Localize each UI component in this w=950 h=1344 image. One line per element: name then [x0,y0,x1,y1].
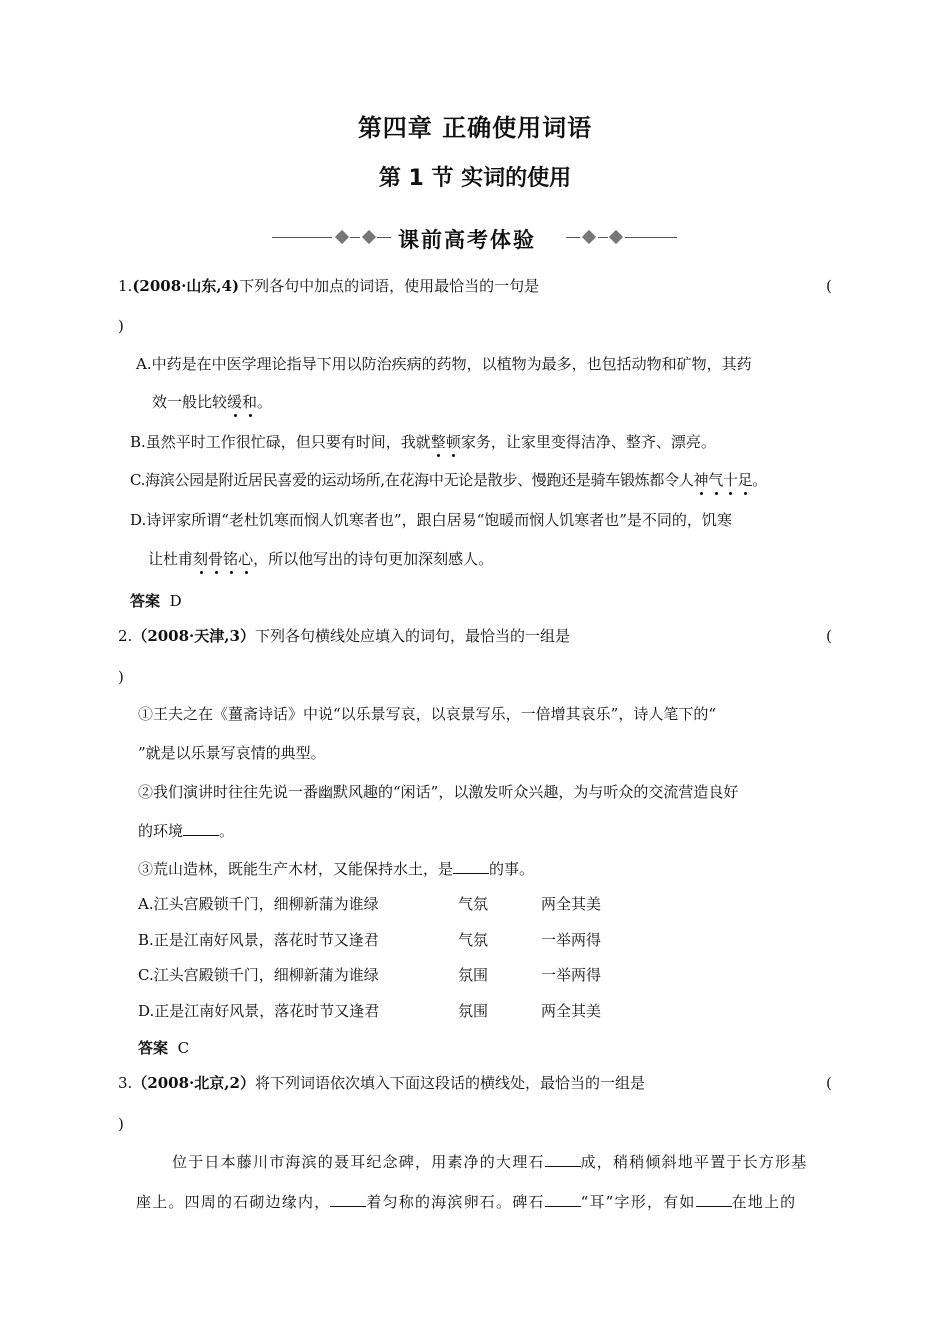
q3-source: （2008·北京,2） [132,1074,255,1092]
banner-right-diamond [582,230,596,244]
banner-left-diamond-2 [362,230,376,244]
q2-paren-close: ) [118,668,124,686]
banner-left-diamond [335,230,349,244]
q1-a-text: 效一般比较 [152,393,228,411]
q2-answer [138,1038,189,1058]
q3-blank [545,1192,581,1207]
q2-option-text: B.正是江南好风景，落花时节又逢君 [138,931,379,949]
q3-blank [545,1152,581,1167]
q1-stem-line [118,276,539,296]
q1-option-d-line2 [148,549,493,569]
q2-source: （2008·天津,3） [132,627,255,645]
q1-answer-label: 答案 [130,592,161,610]
q3-number: 3. [118,1074,133,1092]
q1-answer [130,591,182,611]
q3-passage-text: 在地上的 [731,1193,797,1211]
q2-option-text: C.江头宫殿锁千门，细柳新蒲为谁绿 [138,966,379,984]
q2-answer-label: 答案 [138,1039,169,1057]
q2-option-text: A.江头宫殿锁千门，细柳新蒲为谁绿 [138,895,379,913]
q1-option-c [130,470,767,490]
q1-answer-value: D [169,592,182,610]
q2-sentence-2-line2 [138,821,234,841]
q2-s3-text: ③荒山造林，既能生产木材，又能保持水土，是 [138,860,454,878]
q1-d-text: 让杜甫 [148,550,194,568]
q2-option-text: D.正是江南好风景，落花时节又逢君 [138,1002,380,1020]
q2-answer-value: C [177,1039,190,1057]
q1-a-dotted-char: 缓 [227,393,243,411]
q2-s2-text: 的环境 [138,822,184,840]
section-title: 第 1 节 实词的使用 [378,166,572,191]
q1-b-text: B.虽然平时工作很忙碌，但只要有时间，我就 [130,433,431,451]
banner-left-line [272,237,332,238]
chapter-title: 第四章 正确使用词语 [357,113,593,142]
q1-paren-open: ( [826,277,832,295]
q3-stem: 将下列词语依次填入下面这段话的横线处，最恰当的一组是 [254,1074,645,1092]
q2-option-c [138,965,379,985]
q1-option-b [130,432,716,452]
q3-blank [696,1192,732,1207]
banner-right-diamond-2 [609,230,623,244]
q1-d-dotted-char: 心 [238,550,254,568]
q3-passage-text: 成，稍稍倾斜地平置于长方形基 [580,1153,808,1171]
q1-b-text-end: 家务，让家里变得洁净、整齐、漂亮。 [460,433,716,451]
q2-option-c-idiom: 一举两得 [541,966,602,984]
q1-a-text-end: 。 [257,393,273,411]
q3-passage-text: 位于日本藤川市海滨的聂耳纪念碑，用素净的大理石 [172,1153,545,1171]
q3-passage-line1 [172,1152,807,1172]
q2-option-d [138,1001,379,1021]
q2-option-a-word: 气氛 [458,895,489,913]
q1-b-dotted-char: 整 [430,433,446,451]
q2-blank [453,859,489,874]
banner-right-line [625,237,677,238]
q2-option-a [138,894,379,914]
q2-s3-text-end: 的事。 [489,860,535,878]
q2-blank [183,821,219,836]
q1-d-dotted-char: 刻 [193,550,209,568]
q2-sentence-1-line1: ①王夫之在《薑斋诗话》中说“以乐景写哀，以哀景写乐，一倍增其哀乐”，诗人笔下的“ [138,705,717,723]
q3-passage-text: 座上。四周的石砌边缘内， [136,1193,331,1211]
banner-right-line-start [566,237,580,238]
q1-option-a-line2 [152,392,272,412]
q1-paren-close: ) [118,317,124,335]
banner-title: 课前高考体验 [398,228,536,252]
q2-option-b [138,930,379,950]
q2-sentence-1-line2: ”就是以乐景写哀情的典型。 [138,744,326,762]
q1-number: 1. [118,277,133,295]
q1-c-dotted-char: 十 [722,471,738,489]
q2-option-d-word: 氛围 [458,1002,489,1020]
q1-d-text-end: ，所以他写出的诗句更加深刻感人。 [253,550,494,568]
q2-paren-open: ( [826,627,832,645]
section-banner [0,224,950,252]
q3-blank [330,1192,366,1207]
q1-c-dotted-char: 足 [737,471,753,489]
q1-a-dotted-char: 和 [242,393,258,411]
q3-passage-text: 着匀称的海滨卵石。碑石 [366,1193,545,1211]
q1-c-dotted-char: 神 [693,471,709,489]
q2-stem-line [118,626,570,646]
q2-option-b-idiom: 一举两得 [541,931,602,949]
q3-passage-text: “耳”字形，有如 [580,1193,696,1211]
q2-option-d-idiom: 两全其美 [541,1002,602,1020]
q2-option-a-idiom: 两全其美 [541,895,602,913]
q1-source: (2008·山东,4) [132,277,240,295]
q2-s2-text-end: 。 [219,822,235,840]
q1-d-dotted-char: 骨 [208,550,224,568]
q2-stem: 下列各句横线处应填入的词句，最恰当的一组是 [254,627,570,645]
q3-paren-close: ) [118,1115,124,1133]
q3-passage-line2 [136,1192,796,1212]
q1-option-d-line1: D.诗评家所谓“老杜饥寒而悯人饥寒者也”，跟白居易“饱暖而悯人饥寒者也”是不同的，饥寒 [130,511,732,529]
q2-sentence-3 [138,859,534,879]
q2-sentence-2-line1: ②我们演讲时往往先说一番幽默风趣的“闲话”，以激发听众兴趣，为与听众的交流营造良好 [138,783,739,801]
q2-option-b-word: 气氛 [458,931,489,949]
banner-left-line-mid [350,237,360,238]
q1-stem: 下列各句中加点的词语，使用最恰当的一句是 [239,277,540,295]
q1-c-text-end: 。 [752,471,767,489]
q3-paren-open: ( [826,1074,832,1092]
q1-option-a-line1: A.中药是在中医学理论指导下用以防治疾病的药物，以植物为最多，也包括动物和矿物，其药 [136,355,752,373]
banner-right-line-mid [598,237,608,238]
q2-option-c-word: 氛围 [458,966,489,984]
q3-stem-line [118,1073,645,1093]
q1-c-text: C.海滨公园是附近居民喜爱的运动场所,在花海中无论是散步、慢跑还是骑车锻炼都令人 [130,471,694,489]
q1-b-dotted-char: 顿 [445,433,461,451]
q1-c-dotted-char: 气 [708,471,723,489]
q2-number: 2. [118,627,133,645]
q1-d-dotted-char: 铭 [223,550,239,568]
banner-left-line-end [377,237,391,238]
